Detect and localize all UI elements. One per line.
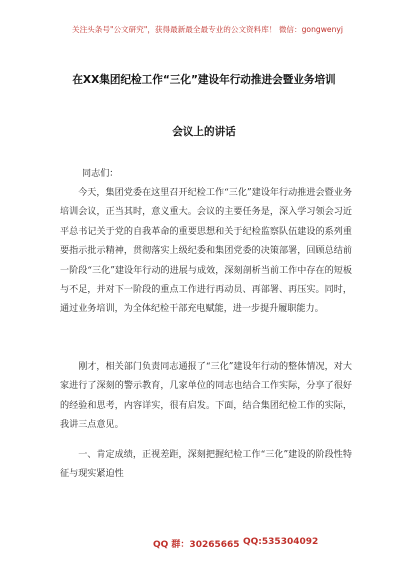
salutation: 同志们： (82, 169, 119, 179)
paragraph-overview: 刚才，相关部门负责同志通报了“三化”建设年行动的整体情况，对大家进行了深刻的警示教育，几家单位的同志也结合工作实际，分享了很好的经验和思考，内容详实，很有启发。下面，结合集团纪检工作的实际，我讲三点意见。 (60, 362, 352, 431)
paragraph-opening: 今天，集团党委在这里召开纪检工作“三化”建设年行动推进会暨业务培训会议，正当其时，意义重大。会议的主要任务是，深入学习领会习近平总书记关于党的自我革命的重要思想和关于纪检监察队伍建设的系列重要指示批示精神，贯彻落实上级纪委和集团党委的决策部署，回顾总结前一阶段“三化”建设年行动的进展与成效，深刻剖析当前工作中存在的短板与不足，并对下一阶段的重点工作进行再动员、再部署、再压实。同时，通过业务培训，为全体纪检干部充电赋能，进一步提升履职能力。 (60, 188, 352, 315)
footer-qq-number: QQ:535304092 (243, 537, 319, 547)
document-title-line1: 在XX集团纪检工作“三化”建设年行动推进会暨业务培训 (72, 74, 336, 86)
paragraph-section-one-heading: 一、肯定成绩，正视差距，深刻把握纪检工作“三化”建设的阶段性特征与现实紧迫性 (60, 450, 352, 480)
document-title-line2: 会议上的讲话 (172, 126, 236, 138)
footer-qq-group: QQ 群：30265665 (153, 540, 240, 550)
header-promo-note: 关注头条号"公文研究"，获得最新最全最专业的公文资料库！ 微信：gongwenyj (72, 25, 344, 34)
